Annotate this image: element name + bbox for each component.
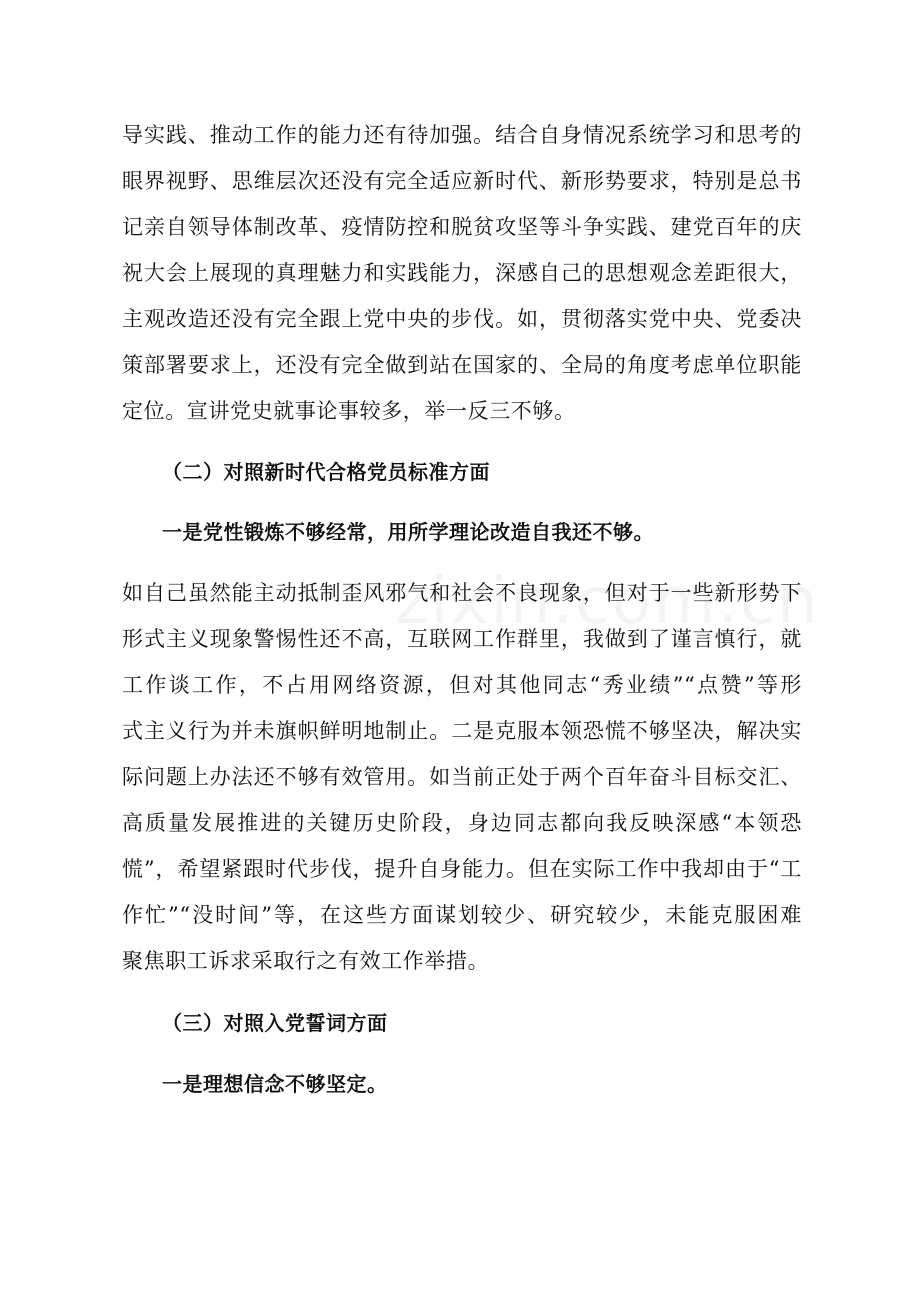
section-heading: （二）对照新时代合格党员标准方面 [162, 460, 490, 484]
body-line: 慌”，希望紧跟时代步伐，提升自身能力。但在实际工作中我却由于“工 [122, 857, 802, 881]
body-line: 形式主义现象警惕性还不高，互联网工作群里，我做到了谨言慎行，就 [122, 627, 802, 651]
body-line: 眼界视野、思维层次还没有完全适应新时代、新形势要求，特别是总书 [122, 169, 802, 193]
body-line: 如自己虽然能主动抵制歪风邪气和社会不良现象，但对于一些新形势下 [122, 581, 802, 605]
body-line: 高质量发展推进的关键历史阶段，身边同志都向我反映深感“本领恐 [122, 811, 802, 835]
subsection-heading: 一是党性锻炼不够经常，用所学理论改造自我还不够。 [162, 520, 654, 544]
body-line: 祝大会上展现的真理魅力和实践能力，深感自己的思想观念差距很大， [122, 261, 802, 285]
body-line: 聚焦职工诉求采取行之有效工作举措。 [122, 949, 490, 973]
section-heading: （三）对照入党誓词方面 [162, 1011, 388, 1035]
body-line: 策部署要求上，还没有完全做到站在国家的、全局的角度考虑单位职能 [122, 353, 802, 377]
body-line: 主观改造还没有完全跟上党中央的步伐。如，贯彻落实党中央、党委决 [122, 307, 802, 331]
subsection-heading: 一是理想信念不够坚定。 [162, 1072, 388, 1096]
body-line: 际问题上办法还不够有效管用。如当前正处于两个百年奋斗目标交汇、 [122, 765, 802, 789]
body-line: 式主义行为并未旗帜鲜明地制止。二是克服本领恐慌不够坚决，解决实 [122, 719, 802, 743]
body-line: 工作谈工作，不占用网络资源，但对其他同志“秀业绩”“点赞”等形 [122, 673, 802, 697]
body-line: 作忙”“没时间”等，在这些方面谋划较少、研究较少，未能克服困难 [122, 903, 802, 927]
body-line: 记亲自领导体制改革、疫情防控和脱贫攻坚等斗争实践、建党百年的庆 [122, 215, 802, 239]
body-line: 定位。宣讲党史就事论事较多，举一反三不够。 [122, 399, 576, 423]
body-line: 导实践、推动工作的能力还有待加强。结合自身情况系统学习和思考的 [122, 123, 802, 147]
